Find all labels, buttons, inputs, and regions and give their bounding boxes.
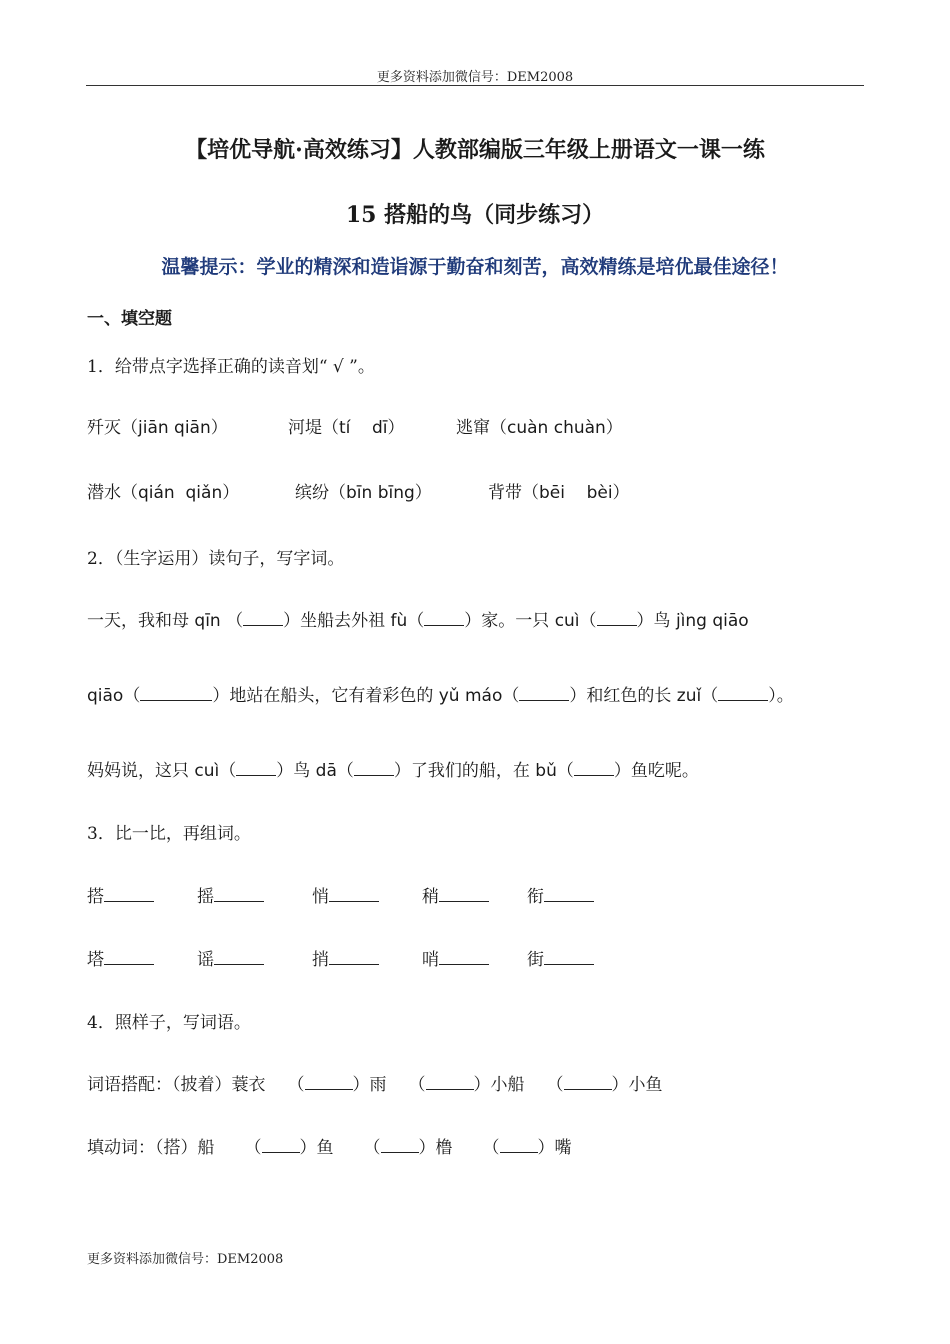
compare-char-item: 塔: [87, 945, 154, 970]
compare-char-item: 摇: [197, 882, 264, 907]
answer-blank[interactable]: [424, 611, 464, 626]
answer-blank[interactable]: [262, 1138, 300, 1153]
q2-sentence-line: 妈妈说，这只 cuì（ ）鸟 dā（ ）了我们的船，在 bǔ（ ）鱼吃呢。: [87, 761, 699, 781]
question-3-prompt: 3．比一比，再组词。: [87, 824, 251, 844]
answer-blank[interactable]: [597, 611, 637, 626]
document-title: 【培优导航·高效练习】人教部编版三年级上册语文一课一练: [185, 137, 765, 163]
answer-blank[interactable]: [214, 950, 264, 965]
tip-banner: 温馨提示：学业的精深和造诣源于勤奋和刻苦，高效精练是培优最佳途径！: [161, 256, 789, 278]
q1-item: 背带（bēi bèi）: [488, 483, 630, 503]
q1-item: 河堤（tí dī）: [288, 418, 405, 438]
answer-blank[interactable]: [439, 887, 489, 902]
question-4-prompt: 4．照样子，写词语。: [87, 1013, 251, 1033]
compare-char-item: 搭: [87, 882, 154, 907]
question-2-prompt: 2．（生字运用）读句子，写字词。: [87, 549, 345, 569]
compare-char-item: 悄: [312, 882, 379, 907]
answer-blank[interactable]: [718, 686, 768, 701]
answer-blank[interactable]: [243, 611, 283, 626]
answer-blank[interactable]: [140, 686, 212, 701]
answer-blank[interactable]: [305, 1075, 353, 1090]
answer-blank[interactable]: [354, 761, 394, 776]
q4-word-match-line: 词语搭配：（披着）蓑衣 （ ）雨 （ ）小船 （ ）小鱼: [87, 1075, 663, 1095]
q1-item: 潜水（qián qiǎn）: [87, 483, 240, 503]
answer-blank[interactable]: [104, 887, 154, 902]
answer-blank[interactable]: [236, 761, 276, 776]
answer-blank[interactable]: [426, 1075, 474, 1090]
q2-sentence-line: qiāo（ ）地站在船头，它有着彩色的 yǔ máo（ ）和红色的长 zuǐ（ ）。: [87, 686, 794, 706]
compare-char-item: 街: [527, 945, 594, 970]
compare-char-item: 捎: [312, 945, 379, 970]
answer-blank[interactable]: [439, 950, 489, 965]
answer-blank[interactable]: [544, 950, 594, 965]
q1-item: 逃窜（cuàn chuàn）: [456, 418, 623, 438]
answer-blank[interactable]: [329, 950, 379, 965]
header-divider: [86, 85, 864, 86]
answer-blank[interactable]: [544, 887, 594, 902]
answer-blank[interactable]: [574, 761, 614, 776]
answer-blank[interactable]: [500, 1138, 538, 1153]
q2-sentence-line: 一天，我和母 qīn （ ）坐船去外祖 fù（ ）家。一只 cuì（ ）鸟 jìng qiāo: [87, 611, 749, 631]
answer-blank[interactable]: [564, 1075, 612, 1090]
answer-blank[interactable]: [214, 887, 264, 902]
page-footer: 更多资料添加微信号：DEM2008: [87, 1252, 284, 1267]
compare-char-item: 衔: [527, 882, 594, 907]
compare-char-item: 稍: [422, 882, 489, 907]
compare-char-item: 哨: [422, 945, 489, 970]
section-heading-fill-in: 一、填空题: [87, 309, 172, 329]
q1-item: 歼灭（jiān qiān）: [87, 418, 228, 438]
q1-item: 缤纷（bīn bīng）: [295, 483, 432, 503]
question-1-prompt: 1．给带点字选择正确的读音划“ √ ”。: [87, 357, 375, 377]
answer-blank[interactable]: [329, 887, 379, 902]
page-header: 更多资料添加微信号：DEM2008: [376, 70, 574, 85]
q4-verb-fill-line: 填动词：（搭）船 （ ）鱼 （ ）橹 （ ）嘴: [87, 1138, 572, 1158]
lesson-title: 15 搭船的鸟（同步练习）: [345, 202, 605, 228]
answer-blank[interactable]: [104, 950, 154, 965]
answer-blank[interactable]: [519, 686, 569, 701]
compare-char-item: 谣: [197, 945, 264, 970]
answer-blank[interactable]: [381, 1138, 419, 1153]
